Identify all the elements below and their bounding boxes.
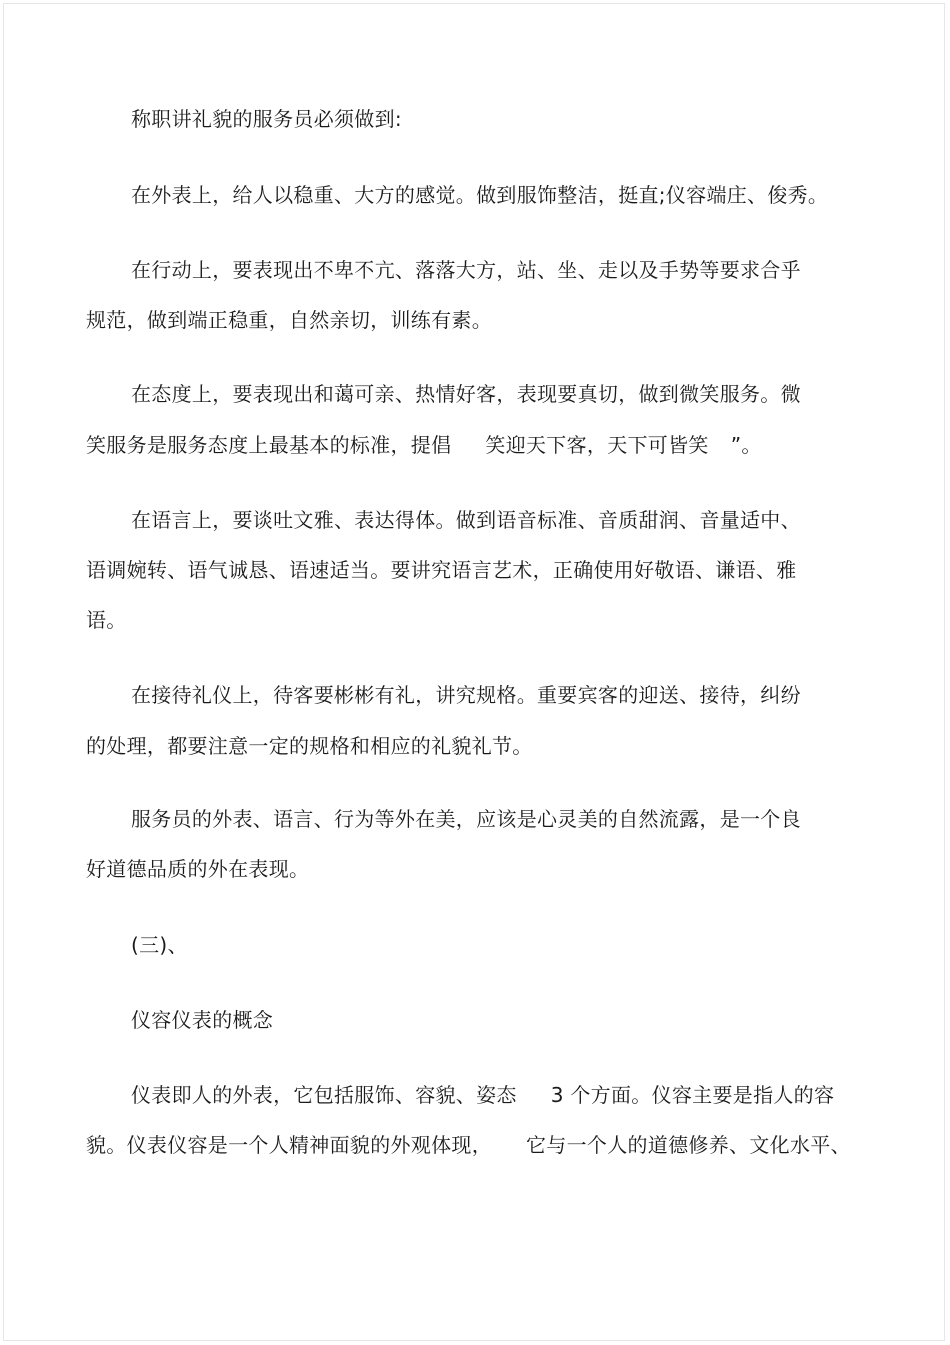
paragraph-intro: 称职讲礼貌的服务员必须做到: bbox=[131, 107, 402, 131]
paragraph-beauty-line-1: 服务员的外表、语言、行为等外在美，应该是心灵美的自然流露，是一个良 bbox=[131, 807, 801, 831]
paragraph-action-line-2: 规范，做到端正稳重，自然亲切，训练有素。 bbox=[86, 308, 492, 332]
section-heading: 仪容仪表的概念 bbox=[131, 1008, 274, 1032]
concept-text-c: 貌。仪表仪容是一个人精神面貌的外观体现， bbox=[86, 1133, 492, 1157]
document-page bbox=[3, 3, 945, 1341]
attitude-quote: 笑迎天下客，天下可皆笑 bbox=[485, 433, 709, 457]
attitude-quote-end: ”。 bbox=[730, 433, 762, 457]
paragraph-concept-line-2 bbox=[86, 1133, 851, 1157]
paragraph-reception-line-1: 在接待礼仪上，待客要彬彬有礼，讲究规格。重要宾客的迎送、接待，纠纷 bbox=[131, 683, 801, 707]
paragraph-reception-line-2: 的处理，都要注意一定的规格和相应的礼貌礼节。 bbox=[86, 734, 533, 758]
paragraph-language-line-1: 在语言上，要谈吐文雅、表达得体。做到语音标准、音质甜润、音量适中、 bbox=[131, 508, 801, 532]
paragraph-attitude-line-2 bbox=[86, 433, 762, 457]
concept-text-a: 仪表即人的外表，它包括服饰、容貌、姿态 bbox=[131, 1083, 517, 1107]
concept-text-d: 它与一个人的道德修养、文化水平、 bbox=[526, 1133, 851, 1157]
section-number: (三)、 bbox=[131, 933, 188, 957]
paragraph-beauty-line-2: 好道德品质的外在表现。 bbox=[86, 857, 310, 881]
paragraph-concept-line-1 bbox=[131, 1083, 834, 1107]
paragraph-action-line-1: 在行动上，要表现出不卑不亢、落落大方，站、坐、走以及手势等要求合乎 bbox=[131, 258, 801, 282]
paragraph-appearance: 在外表上，给人以稳重、大方的感觉。做到服饰整洁，挺直;仪容端庄、俊秀。 bbox=[131, 183, 829, 207]
paragraph-language-line-2: 语调婉转、语气诚恳、语速适当。要讲究语言艺术，正确使用好敬语、谦语、雅 bbox=[86, 558, 797, 582]
attitude-text-a: 笑服务是服务态度上最基本的标准，提倡 bbox=[86, 433, 452, 457]
paragraph-attitude-line-1: 在态度上，要表现出和蔼可亲、热情好客，表现要真切，做到微笑服务。微 bbox=[131, 382, 801, 406]
paragraph-language-line-3: 语。 bbox=[86, 608, 127, 632]
concept-text-b: 3 个方面。仪容主要是指人的容 bbox=[550, 1083, 835, 1107]
